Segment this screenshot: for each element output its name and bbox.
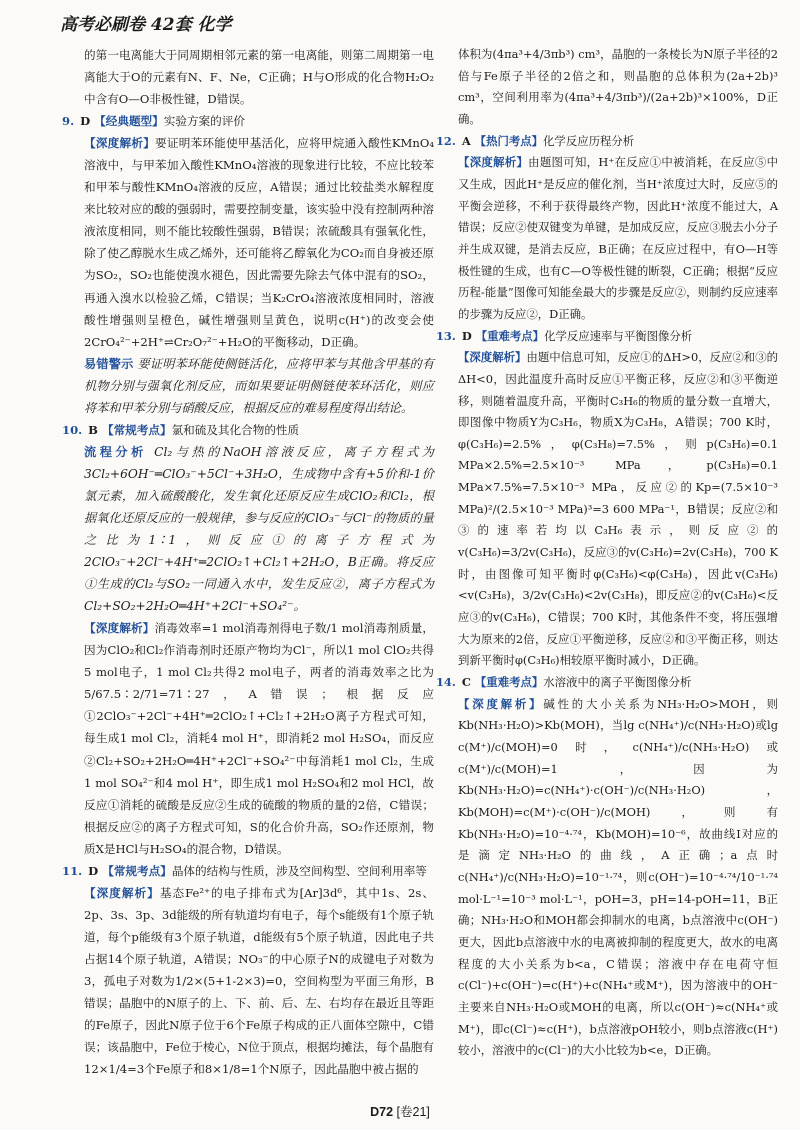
question-number: 13. — [436, 328, 456, 343]
topic-title: 水溶液中的离子平衡图像分析 — [543, 675, 692, 690]
paragraph-text: 消毒效率=1 mol消毒剂得电子数/1 mol消毒剂质量，因为ClO₂和Cl₂作消毒剂时还原产物均为Cl⁻，所以1 mol ClO₂共得5 mol电子，1 mol Cl₂共得2 mol电子，两者的消毒效率之比为5/67.5∶2/71=71∶27，A错误；根据反应①2ClO₃⁻+2Cl⁻+4H⁺═2ClO₂↑+Cl₂↑+2H₂O离子方程式可知，每生成1 mol Cl₂，消耗4 mol H⁺，即消耗2 mol H₂SO₄，而反应②Cl₂+SO₂+2H₂O═4H⁺+2Cl⁻+SO₄²⁻中每消耗1 mol Cl₂，生成1 mol SO₄²⁻和4 mol H⁺，即生成1 mol H₂SO₄和2 mol HCl，故反应①消耗的硫酸是反应②生成的硫酸的物质的量的2倍，C错误；根据反应②的离子方程式可知，S的化合价升高，SO₂作还原剂，物质X是HCl与H₂SO₄的混合物，D错误。 — [84, 621, 434, 856]
answer-letter: D — [88, 863, 99, 878]
question-number: 9. — [62, 114, 75, 129]
answer-letter: B — [88, 422, 98, 437]
section-tag: 易错警示 — [84, 356, 134, 371]
answer-letter: D — [461, 328, 472, 343]
topic-tag: 【常规考点】 — [102, 863, 172, 878]
left-column — [62, 44, 435, 1080]
paragraph-text: 的第一电离能大于同周期相邻元素的第一电离能，则第二周期第一电离能大于O的元素有N、F、Ne，C正确；H与O形成的化合物H₂O₂中含有O—O非极性键，D错误。 — [84, 48, 434, 107]
section-tag: 【深度解析】 — [84, 136, 156, 151]
section-tag: 流程分析 — [84, 444, 147, 459]
topic-tag: 【热门考点】 — [474, 133, 544, 148]
explanation-paragraph — [84, 882, 434, 1080]
paragraph-text: 由题中信息可知，反应①的ΔH>0，反应②和③的ΔH<0，因此温度升高时反应①平衡正移，反应②和③平衡逆移，则随着温度升高，平衡时C₃H₆的物质的量分数一直增大，即图像中物质Y为C₃H₆，物质X为C₃H₈，A错误；700 K时，φ(C₃H₆)=2.5%，φ(C₃H₈)=7.5%，则p(C₃H₆)=0.1 MPa×2.5%=2.5×10⁻³ MPa，p(C₃H₈)=0.1 MPa×7.5%=7.5×10⁻³ MPa，反应②的Kp=(7.5×10⁻³ MPa)²/(2.5×10⁻³ MPa)³=3 600 MPa⁻¹，B错误；反应②和③的速率若均以C₃H₆表示，则反应②的v(C₃H₆)=3/2v(C₃H₆)，反应③的v(C₃H₆)=2v(C₃H₈)，700 K时，由图像可知平衡时φ(C₃H₆)<φ(C₃H₈)，因此v(C₃H₆)<v(C₃H₈)，3/2v(C₃H₆)<2v(C₃H₈)，即反应②的v(C₃H₆)<反应③的v(C₃H₆)，C错误；700 K时，其他条件不变，将压强增大为原来的2倍，反应①平衡逆移，反应②和③平衡正移，则达到新平衡时φ(C₃H₆)相较原平衡时减小，D正确。 — [458, 350, 778, 668]
explanation-paragraph — [84, 617, 434, 860]
answer-letter: C — [461, 675, 471, 690]
topic-title: 化学反应历程分析 — [543, 133, 635, 148]
note-paragraph — [84, 441, 434, 617]
question-number: 10. — [62, 422, 83, 437]
paragraph-text: 要证明苯环能使侧链活化，应将甲苯与其他含甲基的有机物分别与强氧化剂反应，而如果要证明侧链使苯环活化，则应将苯和甲苯分别与硝酸反应，根据反应的难易程度得出结论。 — [84, 356, 435, 415]
section-tag: 【深度解析】 — [84, 621, 155, 636]
question-heading — [436, 672, 778, 694]
question-heading — [436, 326, 778, 348]
page-header: 高考必刷卷 42套 化学 — [60, 15, 232, 35]
page-number: D72 — [370, 1105, 394, 1119]
topic-tag: 【重难考点】 — [475, 328, 545, 343]
explanation-paragraph — [84, 44, 434, 110]
paragraph-text: 体积为(4πa³+4/3πb³) cm³，晶胞的一条棱长为N原子半径的2倍与Fe原子半径的2倍之和，则晶胞的总体积为(2a+2b)³ cm³，空间利用率为(4πa³+4/3πb³)/(2a+2b)³×100%，D正确。 — [458, 47, 778, 126]
question-number: 11. — [62, 863, 83, 878]
section-tag: 【深度解析】 — [84, 885, 160, 900]
topic-title: 氯和硫及其化合物的性质 — [171, 422, 300, 437]
section-tag: 【深度解析】 — [458, 155, 529, 170]
paragraph-text: 由题图可知，H⁺在反应①中被消耗，在反应⑤中又生成，因此H⁺是反应的催化剂，当H⁺浓度过大时，反应⑤的平衡会逆移，不利于获得最终产物，因此H⁺浓度不能过大，A错误；反应②使双键变为单键，是加成反应，反应③脱去小分子并生成双键，是消去反应，B正确；在反应过程中，有O—H等极性键的生成，也有C—O等极性键的断裂，C正确；根据“反应历程-能量”图像可知能垒最大的步骤是反应②，则制约反应速率的步骤为反应②，D正确。 — [458, 155, 778, 321]
question-number: 12. — [436, 133, 456, 148]
page-footer — [0, 1102, 800, 1120]
section-tag: 【深度解析】 — [458, 350, 527, 365]
question-heading — [62, 110, 434, 132]
topic-title: 实验方案的评价 — [163, 114, 245, 129]
question-heading — [436, 131, 778, 153]
topic-tag: 【经典题型】 — [94, 114, 164, 129]
explanation-paragraph — [458, 44, 778, 131]
topic-title: 化学反应速率与平衡图像分析 — [544, 328, 693, 343]
explanation-paragraph — [458, 347, 778, 672]
explanation-paragraph — [84, 132, 434, 352]
topic-tag: 【常规考点】 — [101, 422, 172, 437]
answer-letter: A — [461, 133, 471, 148]
question-heading — [62, 419, 434, 441]
note-paragraph — [84, 353, 434, 419]
paragraph-text: 碱性的大小关系为NH₃·H₂O>MOH，则Kb(NH₃·H₂O)>Kb(MOH)，当lg c(NH₄⁺)/c(NH₃·H₂O)或lg c(M⁺)/c(MOH)=0时，c(NH₄⁺)/c(NH₃·H₂O)或c(M⁺)/c(MOH)=1，因为Kb(NH₃·H₂O)=c(NH₄⁺)·c(OH⁻)/c(NH₃·H₂O)，Kb(MOH)=c(M⁺)·c(OH⁻)/c(MOH)，则有Kb(NH₃·H₂O)=10⁻⁴·⁷⁴，Kb(MOH)=10⁻⁶，故曲线Ⅰ对应的是滴定NH₃·H₂O的曲线，A正确；a点时c(NH₄⁺)/c(NH₃·H₂O)=10⁻¹·⁷⁴，则c(OH⁻)=10⁻⁴·⁷⁴/10⁻¹·⁷⁴ mol·L⁻¹=10⁻³ mol·L⁻¹，pOH=3，pH=14-pOH=11，B正确；NH₃·H₂O和MOH都会抑制水的电离，b点溶液中c(OH⁻)更大，因此b点溶液中水的电离被抑制的程度更大，故水的电离程度的大小关系为b<a，C错误；溶液中存在电荷守恒c(Cl⁻)+c(OH⁻)=c(H⁺)+c(NH₄⁺或M⁺)，因为溶液中的OH⁻主要来自NH₃·H₂O或MOH的电离，所以c(OH⁻)≈c(NH₄⁺或M⁺)，即c(Cl⁻)≈c(H⁺)，b点溶液pOH较小，则b点溶液c(H⁺)较小，溶液中的c(Cl⁻)的大小比较为b<e，D正确。 — [458, 696, 778, 1058]
paragraph-text: 基态Fe²⁺的电子排布式为[Ar]3d⁶，其中1s、2s、2p、3s、3p、3d能级的所有轨道均有电子，每个s能级有1个原子轨道，每个p能级有3个原子轨道，d能级有5个原子轨道，因此电子共占据14个原子轨道，A错误；NO₃⁻的中心原子N的成键电子对数为3，孤电子对数为1/2×(5+1-2×3)=0，空间构型为平面三角形，B错误；晶胞中的N原子的上、下、前、后、左、右均存在最近且等距的Fe原子，因此N原子位于6个Fe原子构成的正八面体空隙中，C错误；该晶胞中，Fe位于棱心，N位于顶点，根据均摊法，每个晶胞有12×1/4=3个Fe原子和8×1/8=1个N原子，因此晶胞中被占据的 — [84, 885, 434, 1077]
volume-label: [卷21] — [396, 1105, 430, 1119]
explanation-paragraph — [458, 152, 778, 325]
explanation-paragraph — [458, 694, 778, 1062]
topic-tag: 【重难考点】 — [474, 675, 544, 690]
question-heading — [62, 860, 434, 882]
paragraph-text: 要证明苯环能使甲基活化，应将甲烷通入酸性KMnO₄溶液中，与甲苯加入酸性KMnO₄溶液的现象进行比较，不应比较苯和甲苯与酸性KMnO₄溶液的反应，A错误；通过比较盐类水解程度来比较对应的酸的强弱时，需要控制变量，该实验中没有控制两种溶液浓度相同，则不能比较酸性强弱，B错误；浓硫酸具有强氧化性，除了使乙醇脱水生成乙烯外，还可能将乙醇氧化为CO₂而自身被还原为SO₂，SO₂也能使溴水褪色，因此需要先除去气体中混有的SO₂，再通入溴水以检验乙烯，C错误；当K₂CrO₄溶液浓度相同时，溶液酸性增强则呈橙色，碱性增强则呈黄色，说明c(H⁺)的改变会使2CrO₄²⁻+2H⁺⇌Cr₂O₇²⁻+H₂O的平衡移动，D正确。 — [84, 136, 434, 349]
question-number: 14. — [436, 675, 456, 690]
right-column — [436, 44, 778, 1062]
answer-letter: D — [80, 114, 91, 129]
topic-title: 晶体的结构与性质，涉及空间构型、空间利用率等 — [171, 863, 427, 878]
paragraph-text: Cl₂与热的NaOH溶液反应，离子方程式为3Cl₂+6OH⁻═ClO₃⁻+5Cl⁻+3H₂O，生成物中含有+5价和-1价氯元素，加入硫酸酸化，发生氧化还原反应生成ClO₂和Cl₂，根据氧化还原反应的一般规律，参与反应的ClO₃⁻与Cl⁻的物质的量之比为1∶1，则反应①的离子方程式为2ClO₃⁻+2Cl⁻+4H⁺═2ClO₂↑+Cl₂↑+2H₂O，B正确。将反应①生成的Cl₂与SO₂一同通入水中，发生反应②，离子方程式为Cl₂+SO₂+2H₂O═4H⁺+2Cl⁻+SO₄²⁻。 — [84, 444, 434, 614]
section-tag: 【深度解析】 — [458, 696, 544, 711]
